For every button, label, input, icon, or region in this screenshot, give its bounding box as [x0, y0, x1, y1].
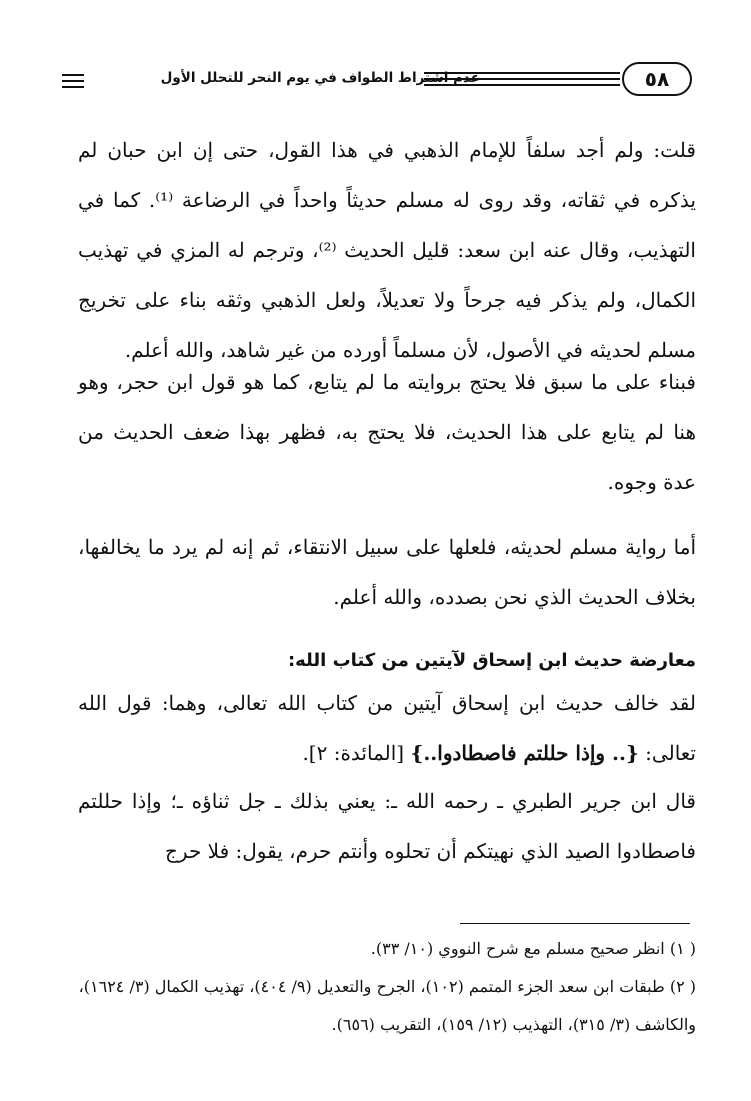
footnote-separator [460, 923, 690, 924]
footnote-2: ( ٢) طبقات ابن سعد الجزء المتمم (١٠٢)، الجرح والتعديل (٩/ ٤٠٤)، تهذيب الكمال (٣/ ١٦٢٤)، والكاشف (٣/ ٣١٥)، التهذيب (١٢/ ١٥٩)، التقريب (٦٥٦). [78, 977, 696, 1034]
paragraph-3: أما رواية مسلم لحديثه، فلعلها على سبيل الانتقاء، ثم إنه لم يرد ما يخالفها، بخلاف الحديث الذي نحن بصدده، والله أعلم. [78, 535, 696, 609]
header-rule-middle [424, 78, 620, 80]
paragraph-1: قلت: ولم أجد سلفاً للإمام الذهبي في هذا القول، حتى إن ابن حبان لم يذكره في ثقاته، وقد روى له مسلم حديثاً واحداً في الرضاعة ⁽¹⁾. كما في التهذيب، وقال عنه ابن سعد: قليل الحديث ⁽²⁾، وترجم له المزي في تهذيب الكمال، ولم يذكر فيه جرحاً ولا تعديلاً، ولعل الذهبي وثقه بناء على تخريج مسلم لحديثه في الأصول، لأن مسلماً أورده من غير شاهد، والله أعلم. [78, 138, 696, 362]
header-rule-left [62, 86, 84, 88]
header-rule-middle [424, 84, 620, 86]
paragraph-5: قال ابن جرير الطبري ـ رحمه الله ـ: يعني بذلك ـ جل ثناؤه ـ؛ وإذا حللتم فاصطادوا الصيد الذي نهيتكم أن تحلوه وأنتم حرم، يقول: فلا حرج [78, 789, 696, 863]
paragraph-2: فبناء على ما سبق فلا يحتج بروايته ما لم يتابع، كما هو قول ابن حجر، وهو هنا لم يتابع على هذا الحديث، فلا يحتج به، فظهر بهذا ضعف الحديث من عدة وجوه. [78, 370, 696, 494]
page-header [62, 58, 696, 102]
paragraph-4-text: لقد خالف حديث ابن إسحاق آيتين من كتاب الله تعالى، وهما: قول الله تعالى: [78, 691, 696, 765]
footnotes [78, 930, 696, 1044]
running-title: عدم اشتراط الطواف في يوم النحر للتحلل الأول [160, 70, 480, 86]
header-rule-left [62, 80, 84, 82]
paragraph-4 [78, 678, 696, 778]
header-rule-left [62, 74, 84, 76]
quran-verse: {.. وإذا حللتم فاصطادوا..} [410, 741, 639, 765]
verse-reference: [المائدة: ٢]. [302, 741, 411, 765]
section-heading: معارضة حديث ابن إسحاق لآيتين من كتاب الله: [287, 650, 696, 671]
header-rule-middle [424, 72, 620, 74]
footnote-1: ( ١) انظر صحيح مسلم مع شرح النووي (١٠/ ٣٣). [370, 939, 696, 958]
page-number: ٥٨ [622, 62, 692, 96]
